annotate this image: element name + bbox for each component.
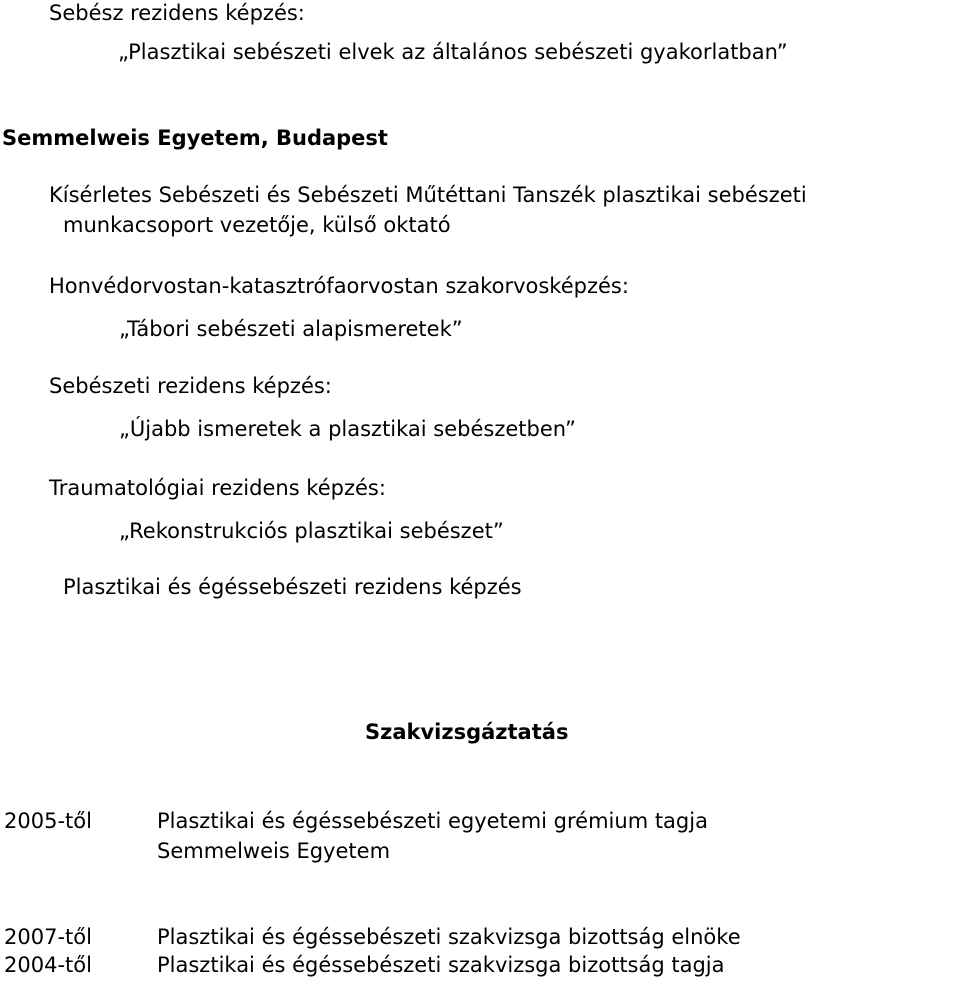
course-title-traumatology: „Rekonstrukciós plasztikai sebészet” (119, 519, 504, 543)
exam-entry-year: 2005-től (4, 809, 92, 833)
exam-entry-year: 2004-től (4, 953, 92, 977)
course-title-surgical-residency: „Újabb ismeretek a plasztikai sebészetben” (119, 417, 576, 441)
plastic-surgery-training: Plasztikai és égéssebészeti rezidens képzés (63, 575, 522, 599)
course-title-military: „Tábori sebészeti alapismeretek” (119, 317, 463, 341)
institution-role-line2: munkacsoport vezetője, külső oktató (63, 213, 451, 237)
exam-entry-text-continued: Semmelweis Egyetem (157, 839, 391, 863)
exam-entry-year: 2007-től (4, 925, 92, 949)
exam-section-heading: Szakvizsgáztatás (365, 720, 569, 744)
training-label-surgery: Sebész rezidens képzés: (49, 1, 305, 25)
exam-entry-text: Plasztikai és égéssebészeti szakvizsga bizottság tagja (157, 953, 725, 977)
exam-entry-text: Plasztikai és égéssebészeti szakvizsga bizottság elnöke (157, 925, 741, 949)
exam-entry-text: Plasztikai és égéssebészeti egyetemi grémium tagja (157, 809, 708, 833)
course-label-traumatology: Traumatológiai rezidens képzés: (49, 476, 386, 500)
course-label-military: Honvédorvostan-katasztrófaorvostan szakorvosképzés: (49, 274, 629, 298)
institution-role-line1: Kísérletes Sebészeti és Sebészeti Műtéttani Tanszék plasztikai sebészeti (49, 183, 807, 207)
institution-name: Semmelweis Egyetem, Budapest (2, 126, 388, 150)
training-title-surgery: „Plasztikai sebészeti elvek az általános sebészeti gyakorlatban” (118, 40, 788, 64)
course-label-surgical-residency: Sebészeti rezidens képzés: (49, 374, 332, 398)
